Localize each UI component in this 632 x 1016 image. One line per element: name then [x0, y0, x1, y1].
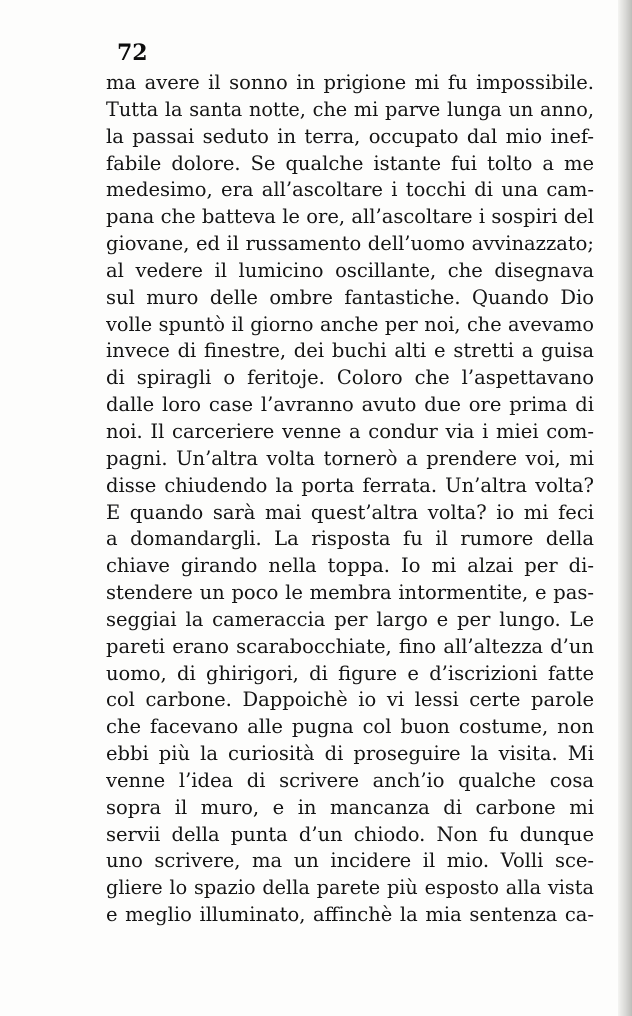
text-line: sul muro delle ombre fantastiche. Quando Dio	[106, 285, 594, 309]
text-line: sopra il muro, e in mancanza di carbone mi	[106, 795, 594, 819]
text-line: E quando sarà mai quest’altra volta? io mi feci	[106, 500, 594, 524]
text-line: noi. Il carceriere venne a condur via i miei com-	[106, 419, 594, 443]
page-number: 72	[117, 40, 148, 66]
text-line: gliere lo spazio della parete più esposto alla vista	[106, 876, 594, 900]
text-line: di spiragli o feritoje. Coloro che l’aspettavano	[106, 366, 594, 390]
text-line: uno scrivere, ma un incidere il mio. Volli sce-	[106, 849, 594, 873]
text-line: a domandargli. La risposta fu il rumore della	[106, 527, 594, 551]
text-line: la passai seduto in terra, occupato dal mio inef-	[106, 124, 594, 148]
text-line: medesimo, era all’ascoltare i tocchi di una cam-	[106, 178, 594, 202]
text-line: uomo, di ghirigori, di figure e d’iscrizioni fatte	[106, 661, 594, 685]
page-edge-shadow	[618, 0, 632, 1016]
text-line: e meglio illuminato, affinchè la mia sentenza ca-	[106, 903, 594, 927]
text-line: ma avere il sonno in prigione mi fu impossibile.	[106, 71, 594, 94]
text-line: col carbone. Dappoichè io vi lessi certe parole	[106, 688, 594, 712]
text-line: pana che batteva le ore, all’ascoltare i sospiri del	[106, 205, 594, 229]
text-line: volle spuntò il giorno anche per noi, che avevamo	[106, 312, 594, 336]
text-line: ebbi più la curiosità di proseguire la visita. Mi	[106, 742, 594, 766]
text-line: Tutta la santa notte, che mi parve lunga un anno,	[106, 97, 594, 121]
text-line: servii della punta d’un chiodo. Non fu dunque	[106, 822, 594, 846]
text-line: che facevano alle pugna col buon costume, non	[106, 715, 594, 739]
text-line: pareti erano scarabocchiate, fino all’altezza d’un	[106, 634, 594, 658]
text-line: fabile dolore. Se qualche istante fui tolto a me	[106, 151, 594, 175]
text-line: venne l’idea di scrivere anch’io qualche cosa	[106, 768, 594, 792]
text-line: stendere un poco le membra intormentite, e pas-	[106, 581, 594, 605]
text-line: al vedere il lumicino oscillante, che disegnava	[106, 258, 594, 282]
text-line: disse chiudendo la porta ferrata. Un’altra volta?	[106, 473, 594, 497]
body-text	[106, 70, 594, 929]
text-line: pagni. Un’altra volta tornerò a prendere voi, mi	[106, 446, 594, 470]
text-line: invece di finestre, dei buchi alti e stretti a guisa	[106, 339, 594, 363]
text-line: giovane, ed il russamento dell’uomo avvinazzato;	[106, 232, 594, 256]
text-line: chiave girando nella toppa. Io mi alzai per di-	[106, 554, 594, 578]
text-line: dalle loro case l’avranno avuto due ore prima di	[106, 393, 594, 417]
text-line: seggiai la cameraccia per largo e per lungo. Le	[106, 607, 594, 631]
